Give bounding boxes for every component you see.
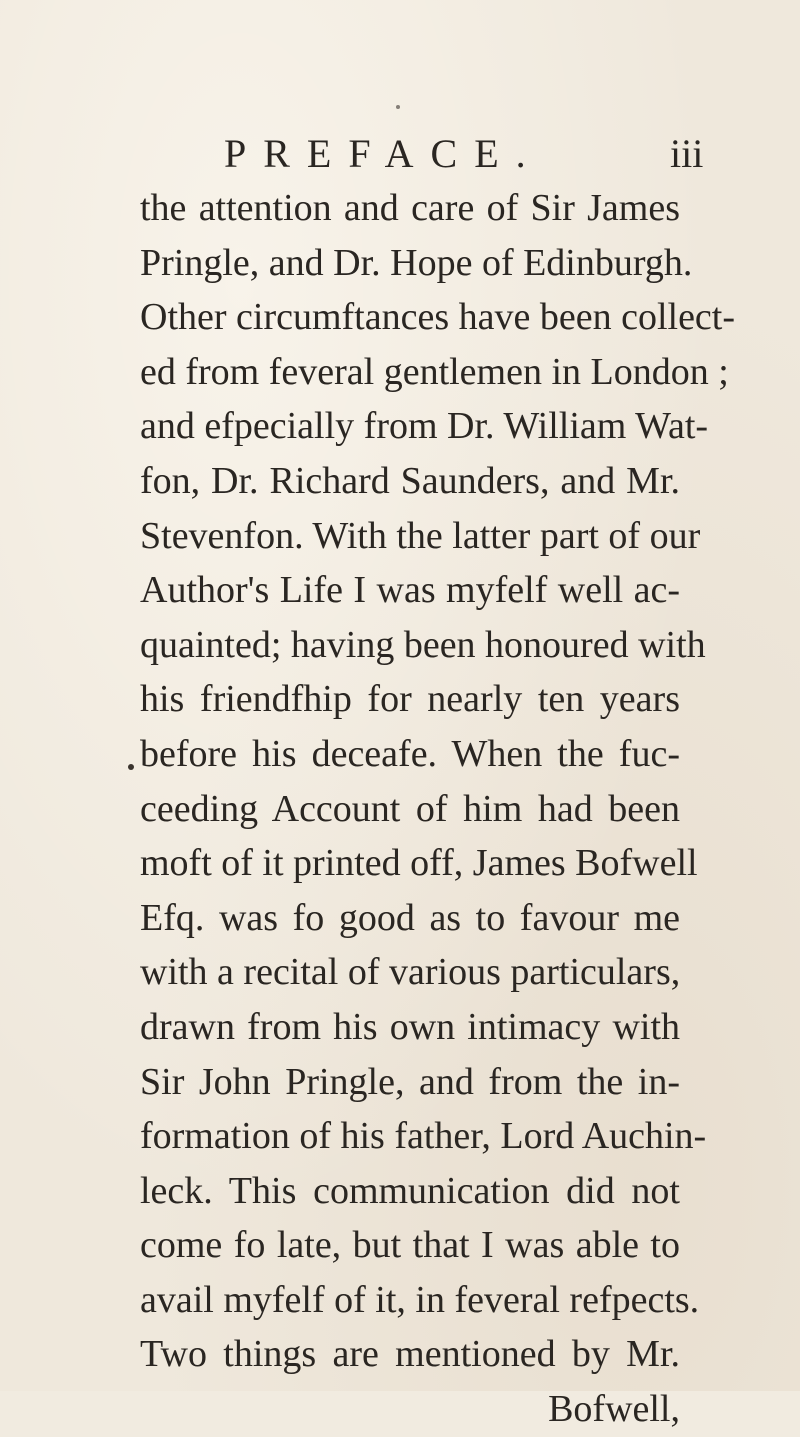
text-line: the attention and care of Sir James [140,187,680,229]
text-line: come fo late, but that I was able to [140,1224,680,1267]
text-line: ceeding Account of him had been [140,787,680,830]
ink-speck [128,764,134,770]
text-line: leck. This communication did not [140,1169,680,1212]
text-line: and efpecially from Dr. William Wat- [140,405,709,448]
text-line: drawn from his own intimacy with [140,1005,680,1048]
text-line: Author's Life I was myfelf well ac- [140,569,680,612]
text-line: avail myfelf of it, in feveral refpects. [140,1278,700,1321]
text-line: quainted; having been honoured with [140,623,706,666]
text-line: moft of it printed off, James Bofwell [140,842,698,885]
ink-speck [396,105,400,109]
page-number: iii [670,131,704,176]
catchword: Bofwell, [548,1388,680,1431]
running-head: PREFACE. [224,131,543,176]
text-line: his friendfhip for nearly ten years [140,678,680,721]
body-text [140,181,736,1437]
text-line: before his deceafe. When the fuc- [140,732,680,775]
text-line: fon, Dr. Richard Saunders, and Mr. [140,459,680,502]
text-line: with a recital of various particulars, [140,951,681,994]
text-line: Other circumftances have been collect- [140,296,736,339]
text-line: formation of his father, Lord Auchin- [140,1115,707,1158]
text-line: Stevenfon. With the latter part of our [140,514,701,557]
text-line: ed from feveral gentlemen in London ; [140,350,729,393]
text-line: Efq. was fo good as to favour me [140,896,680,939]
text-line: Sir John Pringle, and from the in- [140,1060,680,1103]
text-line: Pringle, and Dr. Hope of Edinburgh. [140,241,693,284]
text-line: Two things are mentioned by Mr. [140,1333,680,1376]
